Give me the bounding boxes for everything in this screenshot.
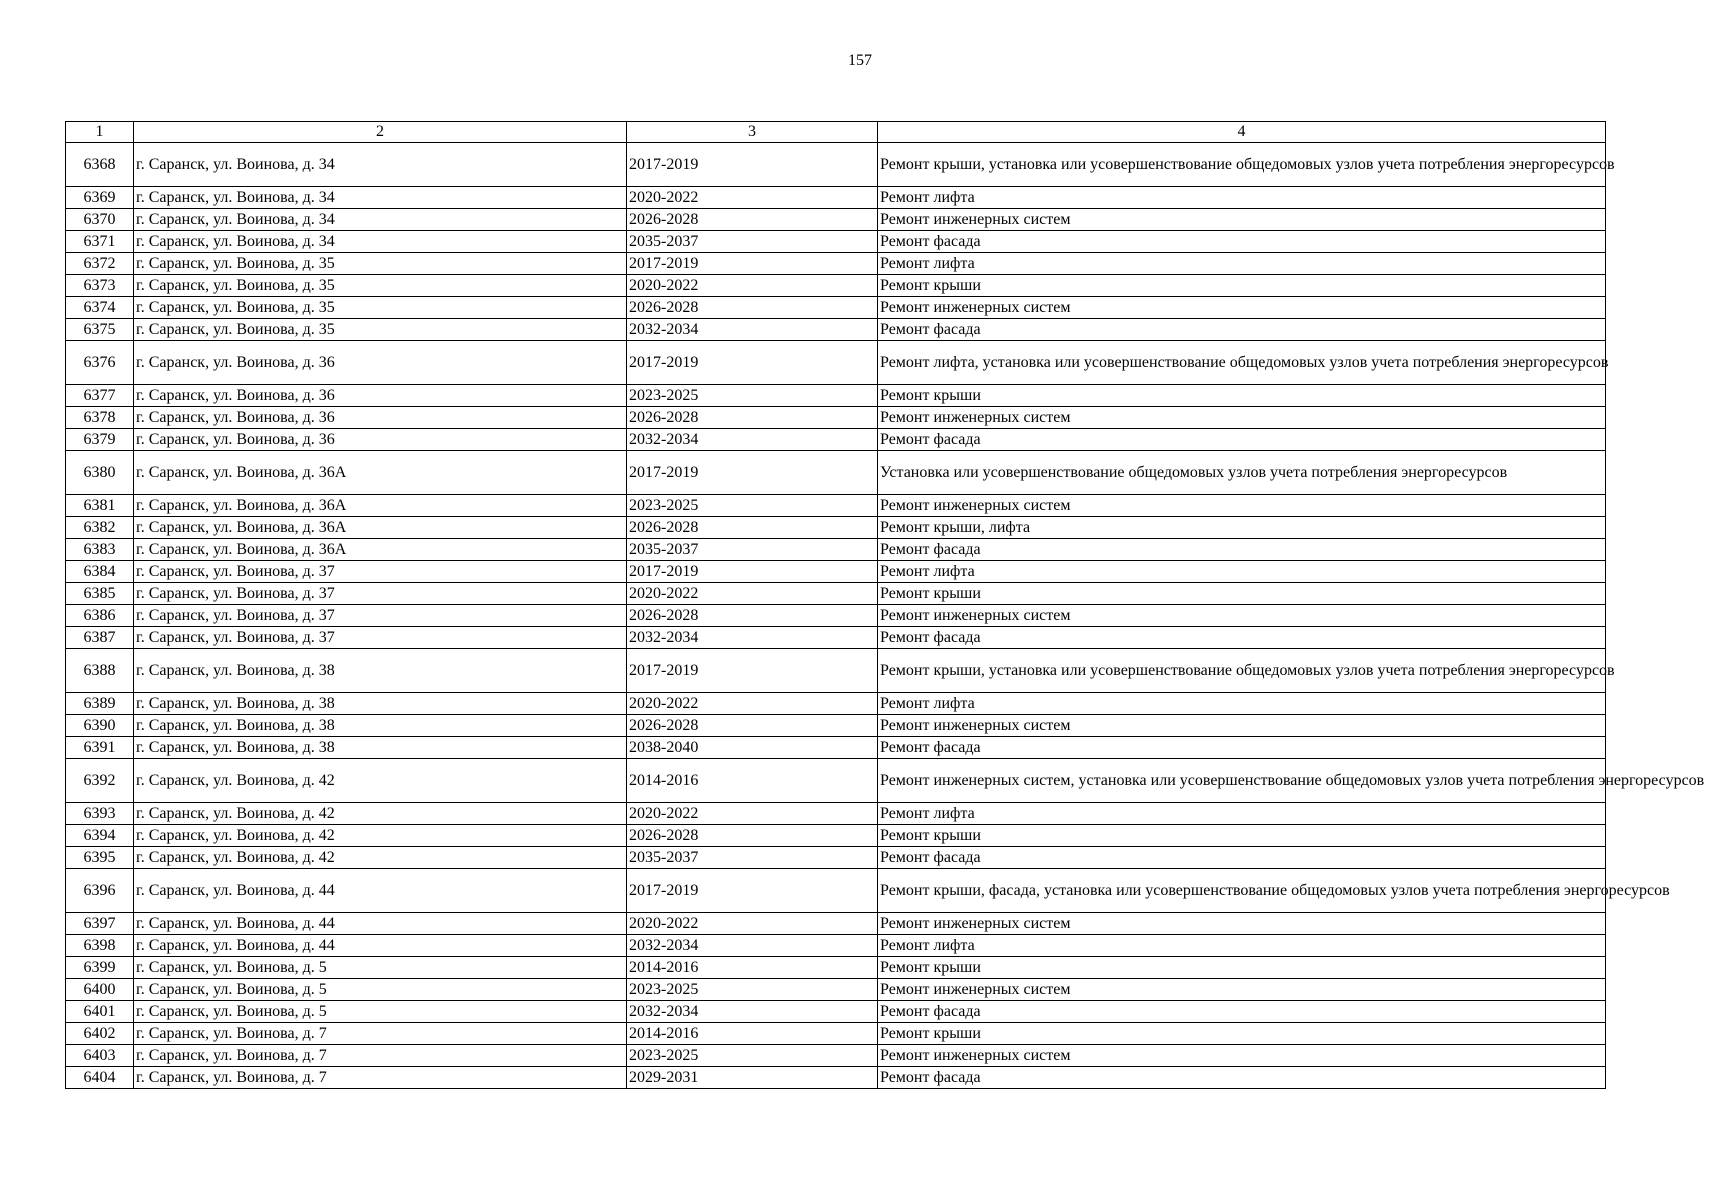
row-period: 2020-2022 bbox=[627, 583, 878, 605]
row-address: г. Саранск, ул. Воинова, д. 37 bbox=[134, 583, 627, 605]
row-address: г. Саранск, ул. Воинова, д. 34 bbox=[134, 209, 627, 231]
row-work-type: Ремонт инженерных систем bbox=[878, 209, 1606, 231]
row-address: г. Саранск, ул. Воинова, д. 36А bbox=[134, 517, 627, 539]
row-number: 6400 bbox=[66, 979, 134, 1001]
row-work-type: Ремонт инженерных систем bbox=[878, 407, 1606, 429]
table-row bbox=[66, 385, 1606, 407]
row-work-type: Ремонт крыши, лифта bbox=[878, 517, 1606, 539]
table-body bbox=[66, 143, 1705, 1089]
table-row bbox=[66, 297, 1606, 319]
row-work-type: Ремонт инженерных систем bbox=[878, 913, 1606, 935]
row-number: 6387 bbox=[66, 627, 134, 649]
row-address: г. Саранск, ул. Воинова, д. 36 bbox=[134, 429, 627, 451]
row-number: 6370 bbox=[66, 209, 134, 231]
row-period: 2032-2034 bbox=[627, 319, 878, 341]
row-period: 2029-2031 bbox=[627, 1067, 878, 1089]
table-row bbox=[66, 693, 1606, 715]
row-work-type: Ремонт инженерных систем bbox=[878, 605, 1606, 627]
row-period: 2023-2025 bbox=[627, 385, 878, 407]
row-work-type: Ремонт крыши, фасада, установка или усовершенствование общедомовых узлов учета потребления энергоресурсов bbox=[878, 869, 1606, 913]
column-header-period: 3 bbox=[627, 122, 878, 143]
row-period: 2026-2028 bbox=[627, 297, 878, 319]
row-address: г. Саранск, ул. Воинова, д. 38 bbox=[134, 693, 627, 715]
row-period: 2032-2034 bbox=[627, 935, 878, 957]
row-number: 6376 bbox=[66, 341, 134, 385]
row-work-type: Ремонт фасада bbox=[878, 737, 1606, 759]
row-number: 6384 bbox=[66, 561, 134, 583]
row-work-type: Ремонт фасада bbox=[878, 231, 1606, 253]
row-number: 6395 bbox=[66, 847, 134, 869]
row-period: 2026-2028 bbox=[627, 209, 878, 231]
row-period: 2035-2037 bbox=[627, 539, 878, 561]
table-row bbox=[66, 1045, 1606, 1067]
row-number: 6383 bbox=[66, 539, 134, 561]
row-address: г. Саранск, ул. Воинова, д. 35 bbox=[134, 297, 627, 319]
column-header-number: 1 bbox=[66, 122, 134, 143]
row-address: г. Саранск, ул. Воинова, д. 5 bbox=[134, 957, 627, 979]
row-work-type: Ремонт крыши bbox=[878, 1023, 1606, 1045]
row-address: г. Саранск, ул. Воинова, д. 44 bbox=[134, 869, 627, 913]
row-period: 2017-2019 bbox=[627, 143, 878, 187]
table-row bbox=[66, 187, 1606, 209]
row-number: 6380 bbox=[66, 451, 134, 495]
row-number: 6390 bbox=[66, 715, 134, 737]
row-address: г. Саранск, ул. Воинова, д. 36А bbox=[134, 539, 627, 561]
table-row bbox=[66, 869, 1606, 913]
row-work-type: Ремонт крыши bbox=[878, 275, 1606, 297]
row-address: г. Саранск, ул. Воинова, д. 36А bbox=[134, 495, 627, 517]
table-row bbox=[66, 209, 1606, 231]
row-address: г. Саранск, ул. Воинова, д. 36 bbox=[134, 341, 627, 385]
table-row bbox=[66, 253, 1606, 275]
row-work-type: Ремонт инженерных систем bbox=[878, 715, 1606, 737]
row-address: г. Саранск, ул. Воинова, д. 37 bbox=[134, 627, 627, 649]
table-row bbox=[66, 539, 1606, 561]
row-number: 6379 bbox=[66, 429, 134, 451]
table-row bbox=[66, 451, 1606, 495]
row-number: 6369 bbox=[66, 187, 134, 209]
table-row bbox=[66, 1023, 1606, 1045]
row-number: 6402 bbox=[66, 1023, 134, 1045]
row-period: 2023-2025 bbox=[627, 1045, 878, 1067]
row-address: г. Саранск, ул. Воинова, д. 35 bbox=[134, 319, 627, 341]
row-number: 6382 bbox=[66, 517, 134, 539]
row-period: 2014-2016 bbox=[627, 1023, 878, 1045]
row-address: г. Саранск, ул. Воинова, д. 5 bbox=[134, 979, 627, 1001]
row-period: 2020-2022 bbox=[627, 693, 878, 715]
row-work-type: Ремонт лифта bbox=[878, 693, 1606, 715]
row-work-type: Ремонт крыши, установка или усовершенствование общедомовых узлов учета потребления энергоресурсов bbox=[878, 143, 1606, 187]
table-row bbox=[66, 429, 1606, 451]
row-work-type: Ремонт лифта bbox=[878, 187, 1606, 209]
row-number: 6403 bbox=[66, 1045, 134, 1067]
row-work-type: Ремонт крыши bbox=[878, 385, 1606, 407]
row-period: 2014-2016 bbox=[627, 957, 878, 979]
table-row bbox=[66, 979, 1606, 1001]
row-number: 6391 bbox=[66, 737, 134, 759]
row-address: г. Саранск, ул. Воинова, д. 37 bbox=[134, 605, 627, 627]
row-address: г. Саранск, ул. Воинова, д. 5 bbox=[134, 1001, 627, 1023]
table-row bbox=[66, 825, 1606, 847]
row-work-type: Ремонт крыши bbox=[878, 825, 1606, 847]
table-row bbox=[66, 913, 1606, 935]
row-work-type: Ремонт фасада bbox=[878, 319, 1606, 341]
row-number: 6393 bbox=[66, 803, 134, 825]
row-work-type: Ремонт инженерных систем bbox=[878, 979, 1606, 1001]
row-address: г. Саранск, ул. Воинова, д. 35 bbox=[134, 275, 627, 297]
table-row bbox=[66, 605, 1606, 627]
row-period: 2032-2034 bbox=[627, 429, 878, 451]
row-period: 2035-2037 bbox=[627, 847, 878, 869]
row-number: 6388 bbox=[66, 649, 134, 693]
row-period: 2014-2016 bbox=[627, 759, 878, 803]
table-row bbox=[66, 275, 1606, 297]
table-row bbox=[66, 759, 1606, 803]
table-row bbox=[66, 803, 1606, 825]
row-work-type: Ремонт фасада bbox=[878, 429, 1606, 451]
row-number: 6398 bbox=[66, 935, 134, 957]
row-address: г. Саранск, ул. Воинова, д. 44 bbox=[134, 935, 627, 957]
row-number: 6401 bbox=[66, 1001, 134, 1023]
row-period: 2026-2028 bbox=[627, 605, 878, 627]
row-number: 6389 bbox=[66, 693, 134, 715]
row-period: 2032-2034 bbox=[627, 1001, 878, 1023]
row-address: г. Саранск, ул. Воинова, д. 34 bbox=[134, 231, 627, 253]
repair-schedule-table bbox=[65, 121, 1705, 1089]
row-address: г. Саранск, ул. Воинова, д. 7 bbox=[134, 1045, 627, 1067]
table-row bbox=[66, 319, 1606, 341]
row-work-type: Ремонт фасада bbox=[878, 1001, 1606, 1023]
row-address: г. Саранск, ул. Воинова, д. 36 bbox=[134, 407, 627, 429]
column-header-address: 2 bbox=[134, 122, 627, 143]
table-row bbox=[66, 847, 1606, 869]
row-number: 6373 bbox=[66, 275, 134, 297]
row-address: г. Саранск, ул. Воинова, д. 42 bbox=[134, 803, 627, 825]
row-work-type: Ремонт лифта, установка или усовершенствование общедомовых узлов учета потребления энергоресурсов bbox=[878, 341, 1606, 385]
row-work-type: Ремонт фасада bbox=[878, 847, 1606, 869]
row-number: 6381 bbox=[66, 495, 134, 517]
row-work-type: Ремонт инженерных систем bbox=[878, 495, 1606, 517]
row-number: 6368 bbox=[66, 143, 134, 187]
row-number: 6375 bbox=[66, 319, 134, 341]
row-address: г. Саранск, ул. Воинова, д. 38 bbox=[134, 737, 627, 759]
row-number: 6397 bbox=[66, 913, 134, 935]
row-address: г. Саранск, ул. Воинова, д. 42 bbox=[134, 759, 627, 803]
row-period: 2020-2022 bbox=[627, 187, 878, 209]
row-work-type: Ремонт крыши bbox=[878, 957, 1606, 979]
row-work-type: Установка или усовершенствование общедомовых узлов учета потребления энергоресурсов bbox=[878, 451, 1606, 495]
table-row bbox=[66, 341, 1606, 385]
row-work-type: Ремонт крыши bbox=[878, 583, 1606, 605]
row-address: г. Саранск, ул. Воинова, д. 34 bbox=[134, 187, 627, 209]
row-number: 6396 bbox=[66, 869, 134, 913]
table-row bbox=[66, 517, 1606, 539]
table-row bbox=[66, 495, 1606, 517]
row-address: г. Саранск, ул. Воинова, д. 35 bbox=[134, 253, 627, 275]
row-number: 6377 bbox=[66, 385, 134, 407]
row-period: 2032-2034 bbox=[627, 627, 878, 649]
row-period: 2017-2019 bbox=[627, 869, 878, 913]
row-number: 6386 bbox=[66, 605, 134, 627]
row-period: 2017-2019 bbox=[627, 451, 878, 495]
row-period: 2020-2022 bbox=[627, 803, 878, 825]
row-period: 2026-2028 bbox=[627, 715, 878, 737]
row-address: г. Саранск, ул. Воинова, д. 7 bbox=[134, 1067, 627, 1089]
row-address: г. Саранск, ул. Воинова, д. 36 bbox=[134, 385, 627, 407]
table-row bbox=[66, 737, 1606, 759]
row-number: 6404 bbox=[66, 1067, 134, 1089]
row-period: 2017-2019 bbox=[627, 561, 878, 583]
table-row bbox=[66, 715, 1606, 737]
row-number: 6392 bbox=[66, 759, 134, 803]
row-period: 2020-2022 bbox=[627, 275, 878, 297]
row-period: 2023-2025 bbox=[627, 495, 878, 517]
table-row bbox=[66, 649, 1606, 693]
row-work-type: Ремонт лифта bbox=[878, 561, 1606, 583]
table-row bbox=[66, 627, 1606, 649]
row-address: г. Саранск, ул. Воинова, д. 34 bbox=[134, 143, 627, 187]
table-row bbox=[66, 1067, 1606, 1089]
row-number: 6371 bbox=[66, 231, 134, 253]
row-period: 2020-2022 bbox=[627, 913, 878, 935]
row-number: 6374 bbox=[66, 297, 134, 319]
column-header-work-type: 4 bbox=[878, 122, 1606, 143]
row-work-type: Ремонт лифта bbox=[878, 253, 1606, 275]
row-work-type: Ремонт фасада bbox=[878, 1067, 1606, 1089]
row-period: 2017-2019 bbox=[627, 341, 878, 385]
row-work-type: Ремонт инженерных систем bbox=[878, 1045, 1606, 1067]
row-number: 6394 bbox=[66, 825, 134, 847]
row-work-type: Ремонт лифта bbox=[878, 803, 1606, 825]
row-number: 6378 bbox=[66, 407, 134, 429]
table-row bbox=[66, 407, 1606, 429]
row-address: г. Саранск, ул. Воинова, д. 38 bbox=[134, 715, 627, 737]
row-address: г. Саранск, ул. Воинова, д. 42 bbox=[134, 847, 627, 869]
table-row bbox=[66, 143, 1606, 187]
table-row bbox=[66, 583, 1606, 605]
row-period: 2026-2028 bbox=[627, 825, 878, 847]
row-number: 6385 bbox=[66, 583, 134, 605]
row-period: 2026-2028 bbox=[627, 517, 878, 539]
row-address: г. Саранск, ул. Воинова, д. 37 bbox=[134, 561, 627, 583]
row-period: 2038-2040 bbox=[627, 737, 878, 759]
row-period: 2035-2037 bbox=[627, 231, 878, 253]
row-work-type: Ремонт фасада bbox=[878, 539, 1606, 561]
row-address: г. Саранск, ул. Воинова, д. 7 bbox=[134, 1023, 627, 1045]
row-period: 2026-2028 bbox=[627, 407, 878, 429]
table-row bbox=[66, 1001, 1606, 1023]
row-address: г. Саранск, ул. Воинова, д. 44 bbox=[134, 913, 627, 935]
row-number: 6372 bbox=[66, 253, 134, 275]
table-row bbox=[66, 935, 1606, 957]
row-period: 2023-2025 bbox=[627, 979, 878, 1001]
page-number: 157 bbox=[848, 52, 872, 69]
row-work-type: Ремонт инженерных систем bbox=[878, 297, 1606, 319]
table-row bbox=[66, 957, 1606, 979]
row-period: 2017-2019 bbox=[627, 253, 878, 275]
row-address: г. Саранск, ул. Воинова, д. 38 bbox=[134, 649, 627, 693]
row-period: 2017-2019 bbox=[627, 649, 878, 693]
row-work-type: Ремонт инженерных систем, установка или усовершенствование общедомовых узлов учета потребления энергоресурсов bbox=[878, 759, 1606, 803]
row-address: г. Саранск, ул. Воинова, д. 36А bbox=[134, 451, 627, 495]
table-row bbox=[66, 231, 1606, 253]
row-work-type: Ремонт крыши, установка или усовершенствование общедомовых узлов учета потребления энергоресурсов bbox=[878, 649, 1606, 693]
row-number: 6399 bbox=[66, 957, 134, 979]
table-header-row bbox=[66, 122, 1606, 143]
row-work-type: Ремонт лифта bbox=[878, 935, 1606, 957]
row-address: г. Саранск, ул. Воинова, д. 42 bbox=[134, 825, 627, 847]
table-row bbox=[66, 561, 1606, 583]
row-work-type: Ремонт фасада bbox=[878, 627, 1606, 649]
